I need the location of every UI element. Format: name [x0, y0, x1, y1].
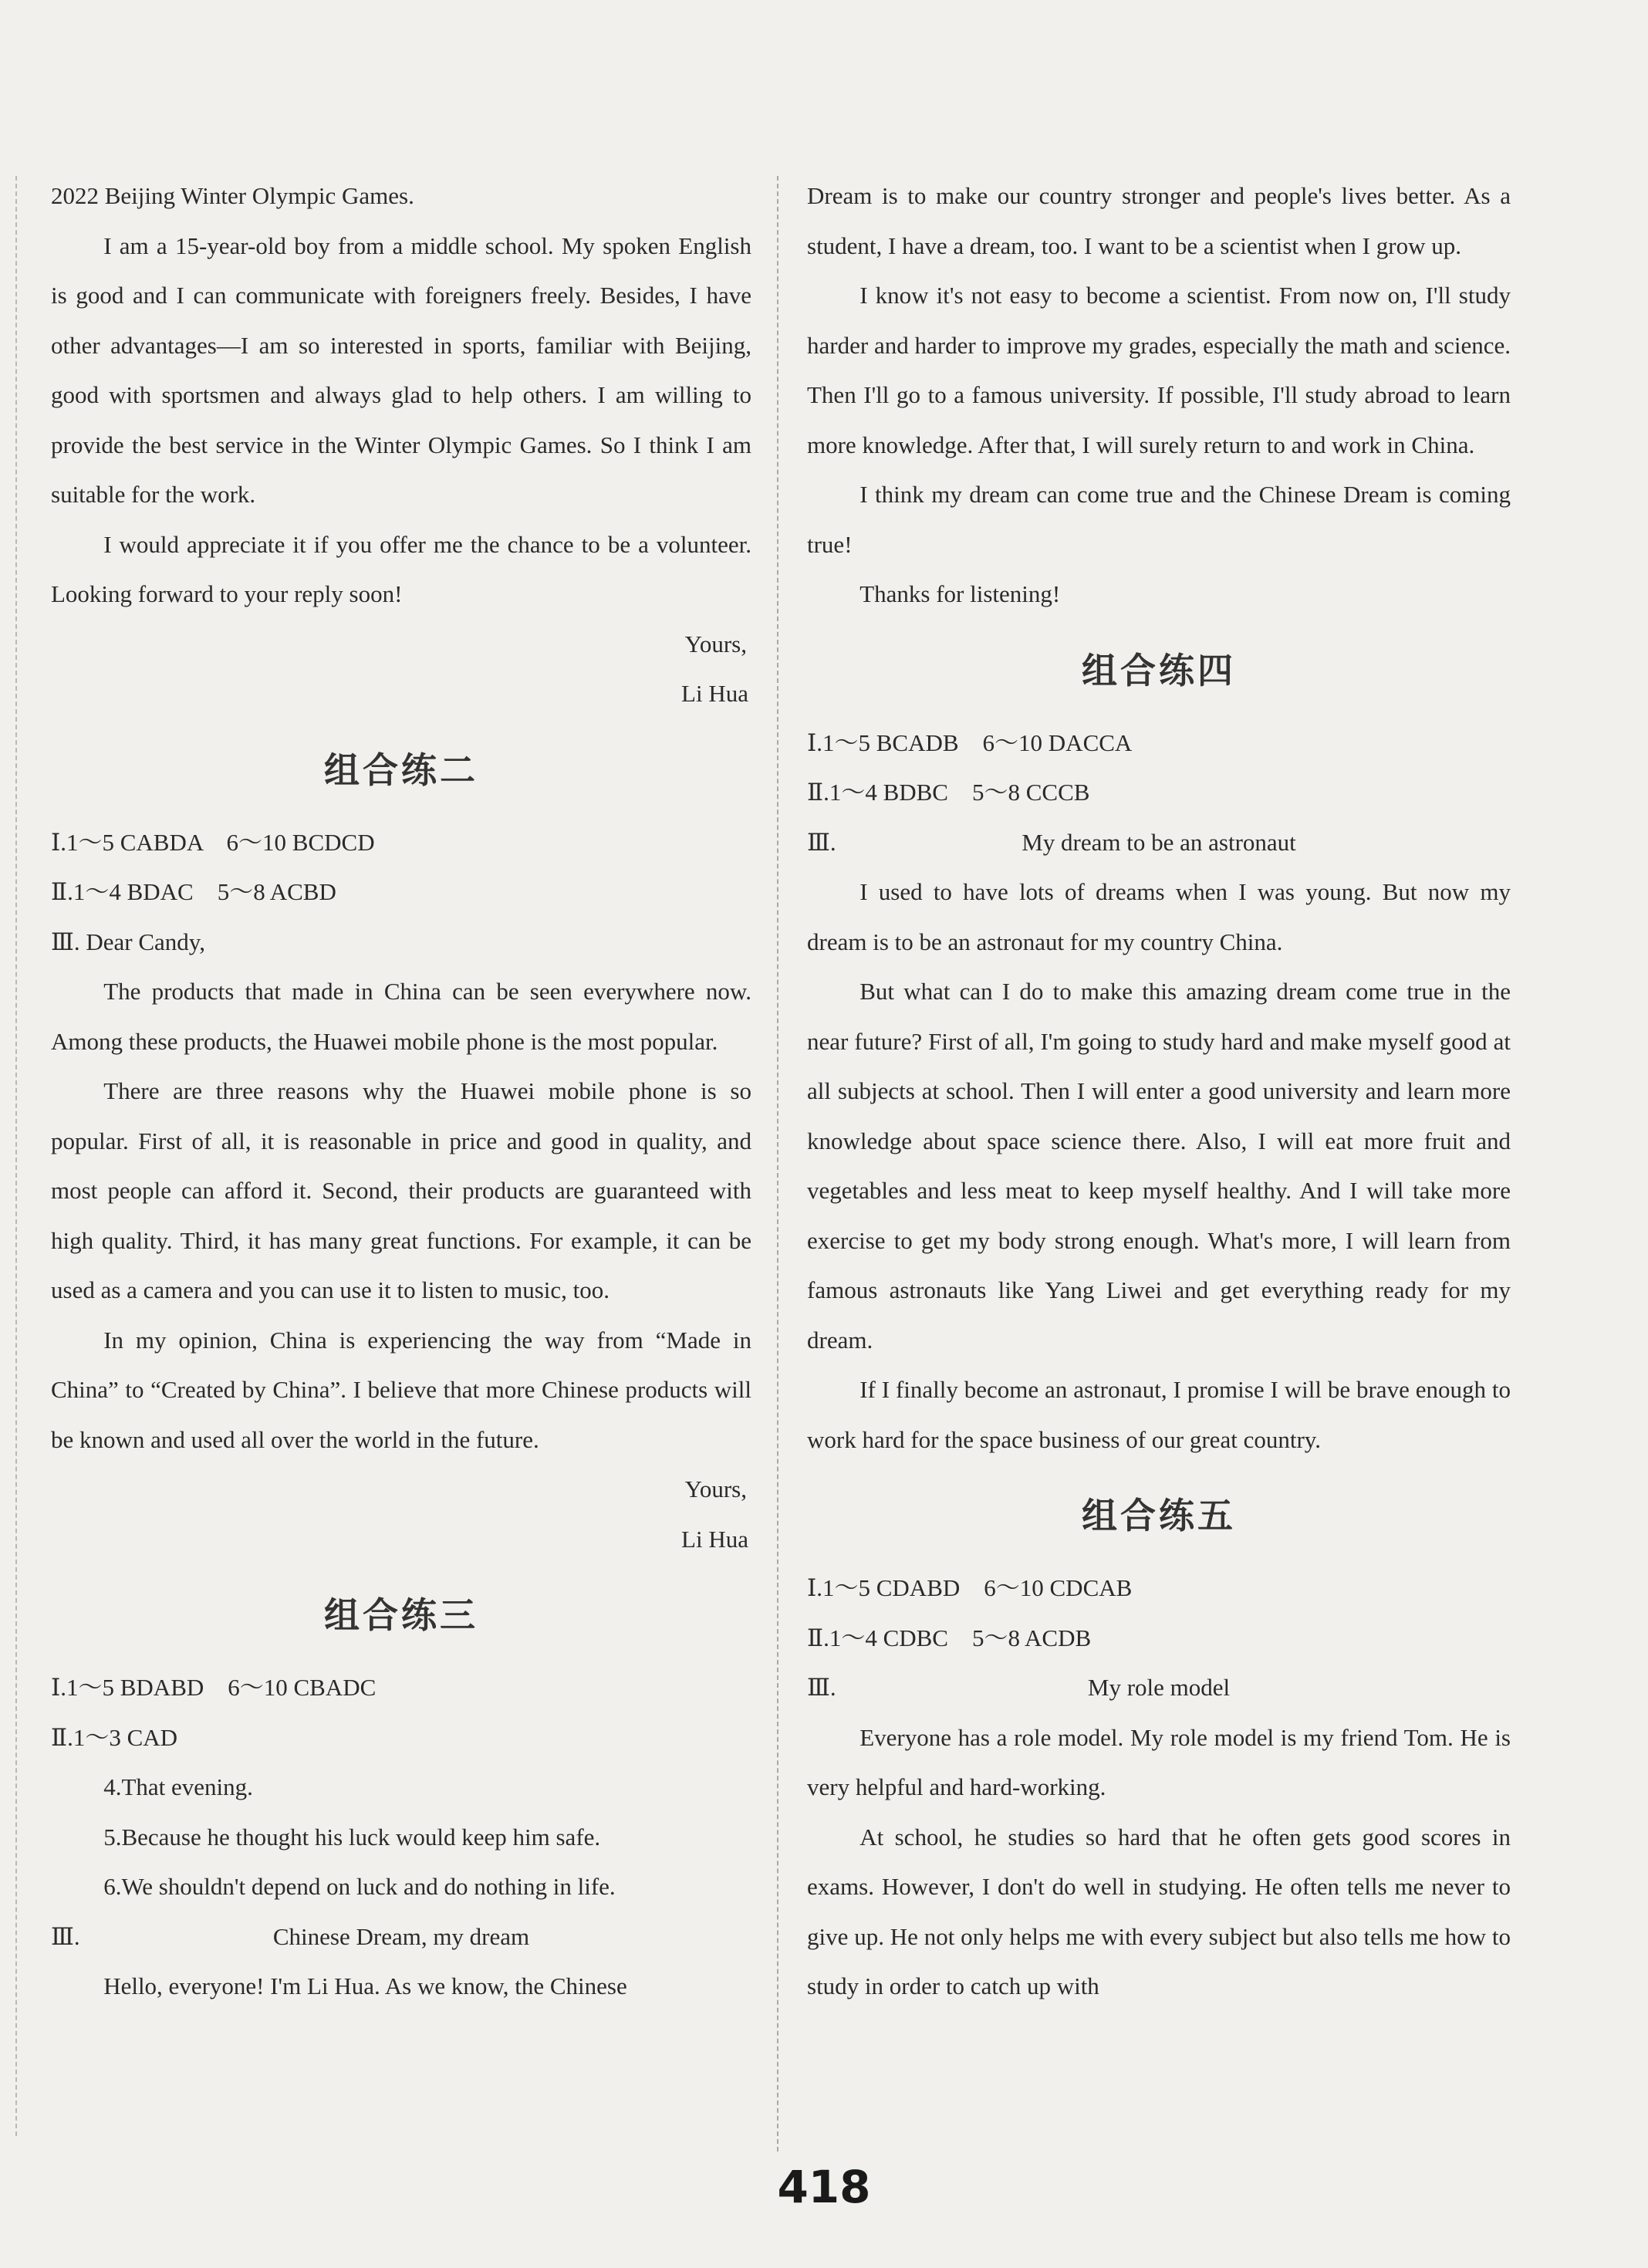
answer-item: 6.We shouldn't depend on luck and do nothing in life. — [103, 1873, 616, 1900]
essay-paragraph: Hello, everyone! I'm Li Hua. As we know, the Chinese — [103, 1972, 627, 1999]
left-column — [51, 171, 751, 2012]
essay-paragraph: I used to have lots of dreams when I was young. But now my dream is to be an astronaut for my country China. — [807, 878, 1511, 955]
essay-paragraph: Thanks for listening! — [859, 580, 1061, 607]
essay-title-line: Ⅲ. Chinese Dream, my dream — [51, 1912, 751, 1962]
essay-paragraph: If I finally become an astronaut, I promise I will be brave enough to work hard for the space business of our great country. — [807, 1376, 1511, 1453]
answer-key-part1: Ⅰ.1～5 CDABD 6～10 CDCAB — [807, 1574, 1133, 1601]
essay-title-line: Ⅲ. My dream to be an astronaut — [807, 818, 1511, 868]
answer-key-part1: Ⅰ.1～5 BDABD 6～10 CBADC — [51, 1674, 377, 1701]
intro-paragraph: I would appreciate it if you offer me the chance to be a volunteer. Looking forward to your reply soon! — [51, 530, 751, 607]
essay-continuation: Dream is to make our country stronger and people's lives better. As a student, I have a dream, too. I want to be a scientist when I grow up. — [807, 182, 1511, 259]
essay-paragraph: I know it's not easy to become a scientist. From now on, I'll study harder and harder to improve my grades, especially the math and science. Then I'll go to a famous university. If possible, I'll study abroad to learn more knowledge. After that, I will surely return to and work in China. — [807, 282, 1511, 458]
answer-key-part2: Ⅱ.1～4 CDBC 5～8 ACDB — [807, 1624, 1092, 1651]
letter-signature: Li Hua — [681, 1525, 748, 1553]
essay-paragraph: There are three reasons why the Huawei mobile phone is so popular. First of all, it is reasonable in price and good in quality, and most people can afford it. Second, their products are guaranteed with high quality. Third, it has many great functions. For example, it can be used as a camera and you can use it to listen to music, too. — [51, 1077, 751, 1303]
answer-item: 4.That evening. — [103, 1773, 253, 1800]
letter-signature: Li Hua — [681, 680, 748, 707]
answer-key-part1: Ⅰ.1～5 BCADB 6～10 DACCA — [807, 728, 1133, 756]
letter-closing: Yours, — [684, 1475, 747, 1502]
section-heading-2: 组合练二 — [324, 749, 478, 791]
section-heading-5: 组合练五 — [1082, 1495, 1236, 1536]
essay-title: My role model — [1087, 1674, 1231, 1701]
answer-key-part2: Ⅱ.1～4 BDBC 5～8 CCCB — [807, 779, 1090, 806]
answer-key-part3: Ⅲ. Dear Candy, — [51, 928, 206, 955]
section-heading-3: 组合练三 — [324, 1594, 478, 1636]
essay-title: My dream to be an astronaut — [1022, 828, 1296, 856]
essay-paragraph: I think my dream can come true and the Chinese Dream is coming true! — [807, 481, 1511, 558]
answer-item: 5.Because he thought his luck would keep him safe. — [103, 1823, 601, 1851]
answer-key-part1: Ⅰ.1～5 CABDA 6～10 BCDCD — [51, 828, 375, 856]
essay-paragraph: Everyone has a role model. My role model is my friend Tom. He is very helpful and hard-working. — [807, 1723, 1511, 1800]
column-divider — [777, 176, 778, 2151]
letter-closing: Yours, — [684, 630, 747, 657]
answer-key-part2: Ⅱ.1～4 BDAC 5～8 ACBD — [51, 878, 336, 905]
page-number: 418 — [777, 2161, 871, 2213]
intro-paragraph: I am a 15-year-old boy from a middle school. My spoken English is good and I can communicate with foreigners freely. Besides, I have other advantages—I am so interested in sports, familiar with Beijing, good with sportsmen and always glad to help others. I am willing to provide the best service in the Winter Olympic Games. So I think I am suitable for the work. — [51, 232, 751, 508]
essay-paragraph: The products that made in China can be seen everywhere now. Among these products, the Huawei mobile phone is the most popular. — [51, 978, 751, 1055]
right-column — [807, 171, 1511, 2012]
essay-paragraph: In my opinion, China is experiencing the way from “Made in China” to “Created by China”. I believe that more Chinese products will be known and used all over the world in the future. — [51, 1326, 751, 1453]
answer-key-part2: Ⅱ.1～3 CAD — [51, 1723, 178, 1751]
essay-paragraph: But what can I do to make this amazing dream come true in the near future? First of all, I'm going to study hard and make myself good at all subjects at school. Then I will enter a good university and learn more knowledge about space science there. Also, I will eat more fruit and vegetables and less meat to keep myself healthy. And I will take more exercise to get my body strong enough. What's more, I will learn from famous astronauts like Yang Liwei and get everything ready for my dream. — [807, 978, 1511, 1354]
page-edge-rule — [15, 176, 17, 2136]
essay-paragraph: At school, he studies so hard that he often gets good scores in exams. However, I don't do well in studying. He often tells me never to give up. He not only helps me with every subject but also tells me how to study in order to catch up with — [807, 1823, 1511, 1999]
intro-line: 2022 Beijing Winter Olympic Games. — [51, 182, 414, 209]
essay-title-line: Ⅲ. My role model — [807, 1663, 1511, 1713]
section-heading-4: 组合练四 — [1082, 649, 1236, 691]
essay-title: Chinese Dream, my dream — [272, 1922, 530, 1950]
